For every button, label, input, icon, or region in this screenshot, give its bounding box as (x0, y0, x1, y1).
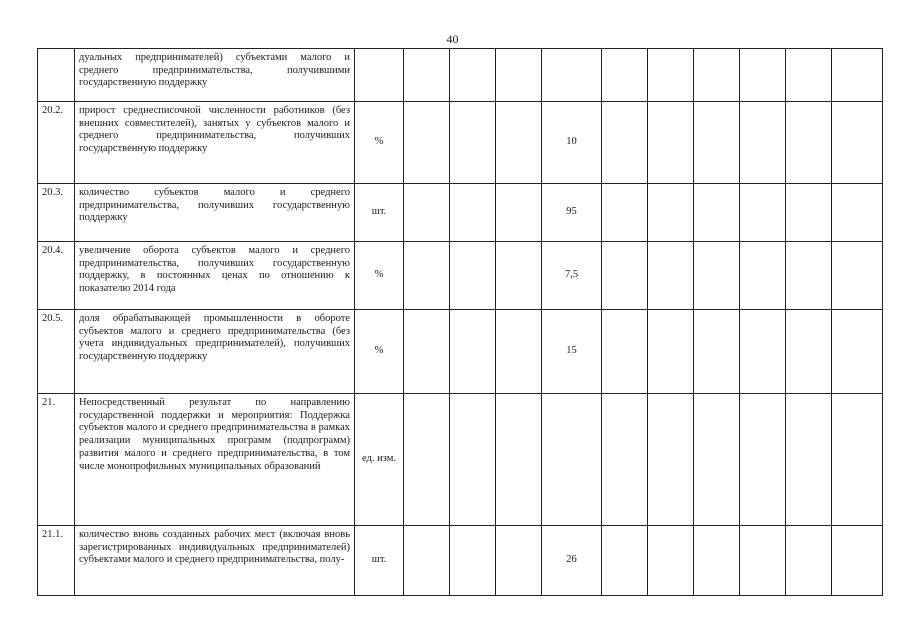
empty-cell (496, 526, 542, 596)
empty-cell (404, 184, 450, 242)
empty-cell (450, 242, 496, 310)
empty-cell (496, 184, 542, 242)
empty-cell (404, 102, 450, 184)
empty-cell (694, 184, 740, 242)
empty-cell (786, 526, 832, 596)
empty-cell (648, 184, 694, 242)
empty-cell (648, 394, 694, 526)
empty-cell (602, 242, 648, 310)
empty-cell (786, 49, 832, 102)
empty-cell (450, 310, 496, 394)
empty-cell (496, 242, 542, 310)
empty-cell (832, 394, 883, 526)
row-number-cell: 20.2. (38, 102, 75, 184)
unit-cell: % (355, 310, 404, 394)
empty-cell (602, 310, 648, 394)
empty-cell (496, 49, 542, 102)
unit-cell: % (355, 102, 404, 184)
empty-cell (740, 242, 786, 310)
empty-cell (450, 526, 496, 596)
empty-cell (602, 102, 648, 184)
value-cell: 15 (542, 310, 602, 394)
empty-cell (786, 184, 832, 242)
empty-cell (694, 242, 740, 310)
row-number-cell: 20.5. (38, 310, 75, 394)
value-cell (542, 394, 602, 526)
row-number-cell: 21. (38, 394, 75, 526)
empty-cell (740, 526, 786, 596)
empty-cell (496, 394, 542, 526)
indicators-table (37, 48, 883, 596)
empty-cell (450, 184, 496, 242)
empty-cell (648, 526, 694, 596)
empty-cell (450, 394, 496, 526)
indicator-description-cell: увеличение оборота субъектов малого и среднего предпринимательства, получивших государственную поддержку, в постоянных ценах по отношению к показателю 2014 года (75, 242, 355, 310)
unit-cell: шт. (355, 184, 404, 242)
indicator-description-cell: доля обрабатывающей промышленности в обороте субъектов малого и среднего предпринимательства (без учета индивидуальных предпринимателей), получивших государственную поддержку (75, 310, 355, 394)
empty-cell (832, 310, 883, 394)
row-number-cell (38, 49, 75, 102)
row-number-cell: 20.4. (38, 242, 75, 310)
empty-cell (694, 49, 740, 102)
empty-cell (740, 184, 786, 242)
empty-cell (404, 394, 450, 526)
empty-cell (694, 394, 740, 526)
empty-cell (786, 394, 832, 526)
value-cell: 10 (542, 102, 602, 184)
empty-cell (602, 394, 648, 526)
value-cell: 26 (542, 526, 602, 596)
unit-cell: ед. изм. (355, 394, 404, 526)
value-cell: 7,5 (542, 242, 602, 310)
empty-cell (832, 184, 883, 242)
indicator-description-cell: Непосредственный результат по направлению государственной поддержки и мероприятия: Поддержка субъектов малого и среднего предпринимательства в рамках реализации муниципальных программ (подпрограмм) развития малого и среднего предпринимательства, в том числе монопрофильных муниципальных образований (75, 394, 355, 526)
empty-cell (832, 526, 883, 596)
row-number-cell: 21.1. (38, 526, 75, 596)
empty-cell (648, 49, 694, 102)
indicator-description-cell: дуальных предпринимателей) субъектами малого и среднего предпринимательства, получившими государственную поддержку (75, 49, 355, 102)
empty-cell (602, 49, 648, 102)
empty-cell (694, 310, 740, 394)
empty-cell (694, 102, 740, 184)
indicator-description-cell: количество субъектов малого и среднего предпринимательства, получивших государственную поддержку (75, 184, 355, 242)
table-row (38, 310, 883, 394)
indicator-description-cell: количество вновь созданных рабочих мест (включая вновь зарегистрированных индивидуальных предпринимателей) субъектами малого и среднего предпринимательства, полу- (75, 526, 355, 596)
table-row (38, 184, 883, 242)
page-number: 40 (446, 32, 459, 46)
empty-cell (602, 184, 648, 242)
empty-cell (786, 310, 832, 394)
empty-cell (450, 49, 496, 102)
value-cell: 95 (542, 184, 602, 242)
empty-cell (740, 102, 786, 184)
empty-cell (496, 102, 542, 184)
empty-cell (786, 102, 832, 184)
empty-cell (404, 242, 450, 310)
empty-cell (496, 310, 542, 394)
empty-cell (648, 310, 694, 394)
empty-cell (832, 102, 883, 184)
empty-cell (694, 526, 740, 596)
empty-cell (740, 310, 786, 394)
row-number-cell: 20.3. (38, 184, 75, 242)
table-row (38, 242, 883, 310)
table-row (38, 394, 883, 526)
indicator-description-cell: прирост среднесписочной численности работников (без внешних совместителей), занятых у субъектов малого и среднего предпринимательства, получивших государственную поддержку (75, 102, 355, 184)
table-row (38, 49, 883, 102)
empty-cell (648, 102, 694, 184)
empty-cell (450, 102, 496, 184)
empty-cell (786, 242, 832, 310)
unit-cell: шт. (355, 526, 404, 596)
empty-cell (404, 310, 450, 394)
table-row (38, 102, 883, 184)
empty-cell (648, 242, 694, 310)
empty-cell (602, 526, 648, 596)
empty-cell (832, 49, 883, 102)
unit-cell: % (355, 242, 404, 310)
empty-cell (740, 49, 786, 102)
empty-cell (404, 526, 450, 596)
empty-cell (404, 49, 450, 102)
empty-cell (832, 242, 883, 310)
unit-cell (355, 49, 404, 102)
value-cell (542, 49, 602, 102)
empty-cell (740, 394, 786, 526)
table-row (38, 526, 883, 596)
